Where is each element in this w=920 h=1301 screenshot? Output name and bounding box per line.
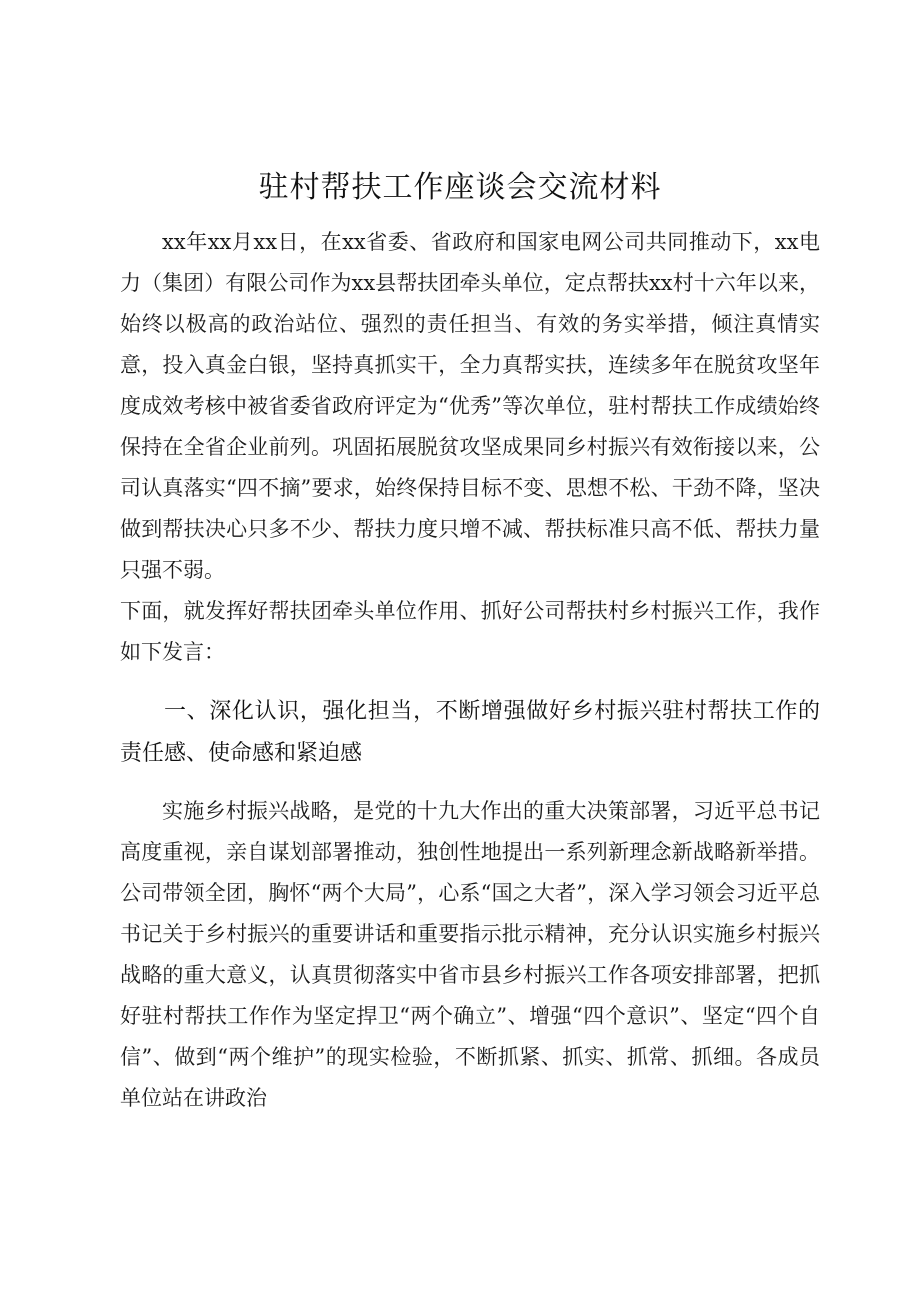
intro-paragraph: xx年xx月xx日，在xx省委、省政府和国家电网公司共同推动下，xx电力（集团）有限公司作为xx县帮扶团牵头单位，定点帮扶xx村十六年以来，始终以极高的政治站位、强烈的责任担当、有效的务实举措，倾注真情实意，投入真金白银，坚持真抓实干，全力真帮实扶，连续多年在脱贫攻坚年度成效考核中被省委省政府评定为“优秀”等次单位，驻村帮扶工作成绩始终保持在全省企业前列。巩固拓展脱贫攻坚成果同乡村振兴有效衔接以来，公司认真落实“四不摘”要求，始终保持目标不变、思想不松、干劲不降，坚决做到帮扶决心只多不少、帮扶力度只增不减、帮扶标准只高不低、帮扶力量只强不弱。 [120, 230, 820, 582]
document-title: 驻村帮扶工作座谈会交流材料 [258, 170, 662, 205]
transition-paragraph: 下面，就发挥好帮扶团牵头单位作用、抓好公司帮扶村乡村振兴工作，我作如下发言： [120, 599, 820, 664]
section-paragraph: 实施乡村振兴战略，是党的十九大作出的重大决策部署，习近平总书记高度重视，亲自谋划部署推动，独创性地提出一系列新理念新战略新举措。公司带领全团，胸怀“两个大局”，心系“国之大者”，深入学习领会习近平总书记关于乡村振兴的重要讲话和重要指示批示精神，充分认识实施乡村振兴战略的重大意义，认真贯彻落实中省市县乡村振兴工作各项安排部署，把抓好驻村帮扶工作作为坚定捍卫“两个确立”、增强“四个意识”、坚定“四个自信”、做到“两个维护”的现实检验，不断抓紧、抓实、抓常、抓细。各成员单位站在讲政治 [120, 799, 820, 1110]
section-heading: 一、深化认识，强化担当，不断增强做好乡村振兴驻村帮扶工作的责任感、使命感和紧迫感 [120, 699, 820, 766]
document-body [120, 222, 820, 1119]
